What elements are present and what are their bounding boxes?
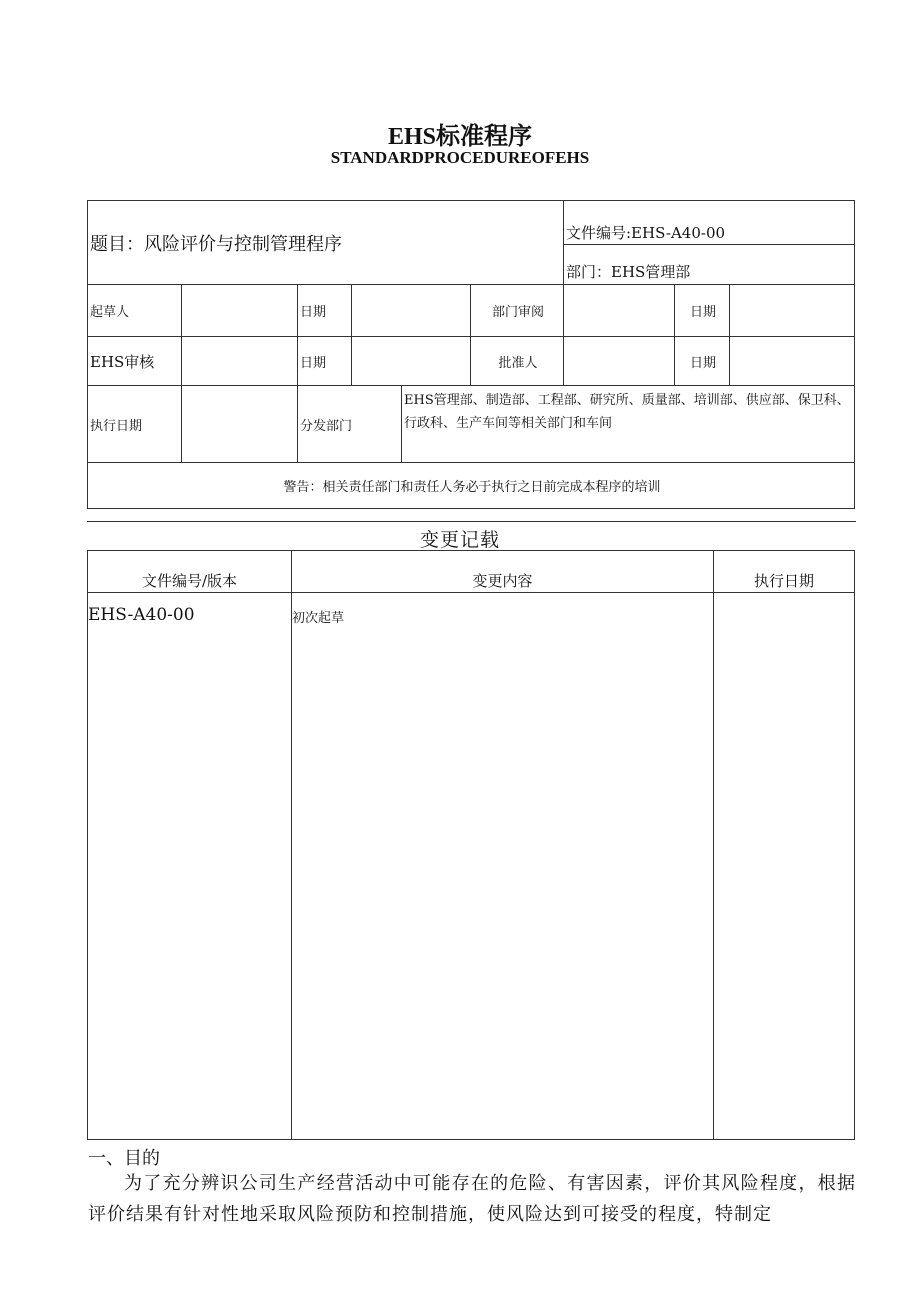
approver-value (564, 337, 675, 386)
ehs-review-value (182, 337, 298, 386)
subject-text: 题目：风险评价与控制管理程序 (90, 233, 342, 255)
date-value (352, 285, 471, 337)
change-content-cell (292, 593, 714, 1140)
section-divider (87, 521, 856, 522)
document-subtitle: STANDARDPROCEDUREOFEHS (330, 148, 590, 167)
distribution-label: 分发部门 (298, 386, 402, 463)
date-label: 日期 (298, 285, 352, 337)
ehs-review-label: EHS审核 (88, 337, 182, 386)
change-version-cell (88, 593, 292, 1140)
date-value (730, 285, 855, 337)
section-heading-purpose: 一、目的 (88, 1148, 160, 1169)
date-label: 日期 (675, 285, 730, 337)
training-warning: 警告：相关责任部门和责任人务必于执行之日前完成本程序的培训 (88, 463, 855, 509)
change-record-table (87, 550, 855, 1140)
column-header-date: 执行日期 (714, 551, 855, 593)
column-header-version: 文件编号/版本 (88, 551, 292, 593)
document-title: EHS标准程序 (387, 124, 533, 150)
purpose-paragraph: 为了充分辨识公司生产经营活动中可能存在的危险、有害因素，评价其风险程度，根据评价结果有针对性地采取风险预防和控制措施，使风险达到可接受的程度，特制定 (88, 1173, 856, 1225)
effective-date-label: 执行日期 (88, 386, 182, 463)
change-record-title: 变更记载 (419, 529, 500, 551)
date-value (730, 337, 855, 386)
distribution-value: EHS管理部、制造部、工程部、研究所、质量部、培训部、供应部、保卫科、行政科、生产车间等相关部门和车间 (402, 386, 855, 463)
drafter-value (182, 285, 298, 337)
date-value (352, 337, 471, 386)
change-version: EHS-A40-00 (88, 605, 195, 625)
document-info-table (87, 200, 855, 509)
effective-date-value (182, 386, 298, 463)
doc-number: 文件编号:EHS-A40-00 (564, 201, 855, 245)
approver-label: 批准人 (471, 337, 564, 386)
change-date-cell (714, 593, 855, 1140)
change-content: 初次起草 (292, 611, 345, 626)
date-label: 日期 (298, 337, 352, 386)
drafter-label: 起草人 (88, 285, 182, 337)
dept-review-value (564, 285, 675, 337)
subject-cell (88, 201, 564, 285)
date-label: 日期 (675, 337, 730, 386)
column-header-content: 变更内容 (292, 551, 714, 593)
dept-review-label: 部门审阅 (471, 285, 564, 337)
department: 部门：EHS管理部 (564, 245, 855, 285)
